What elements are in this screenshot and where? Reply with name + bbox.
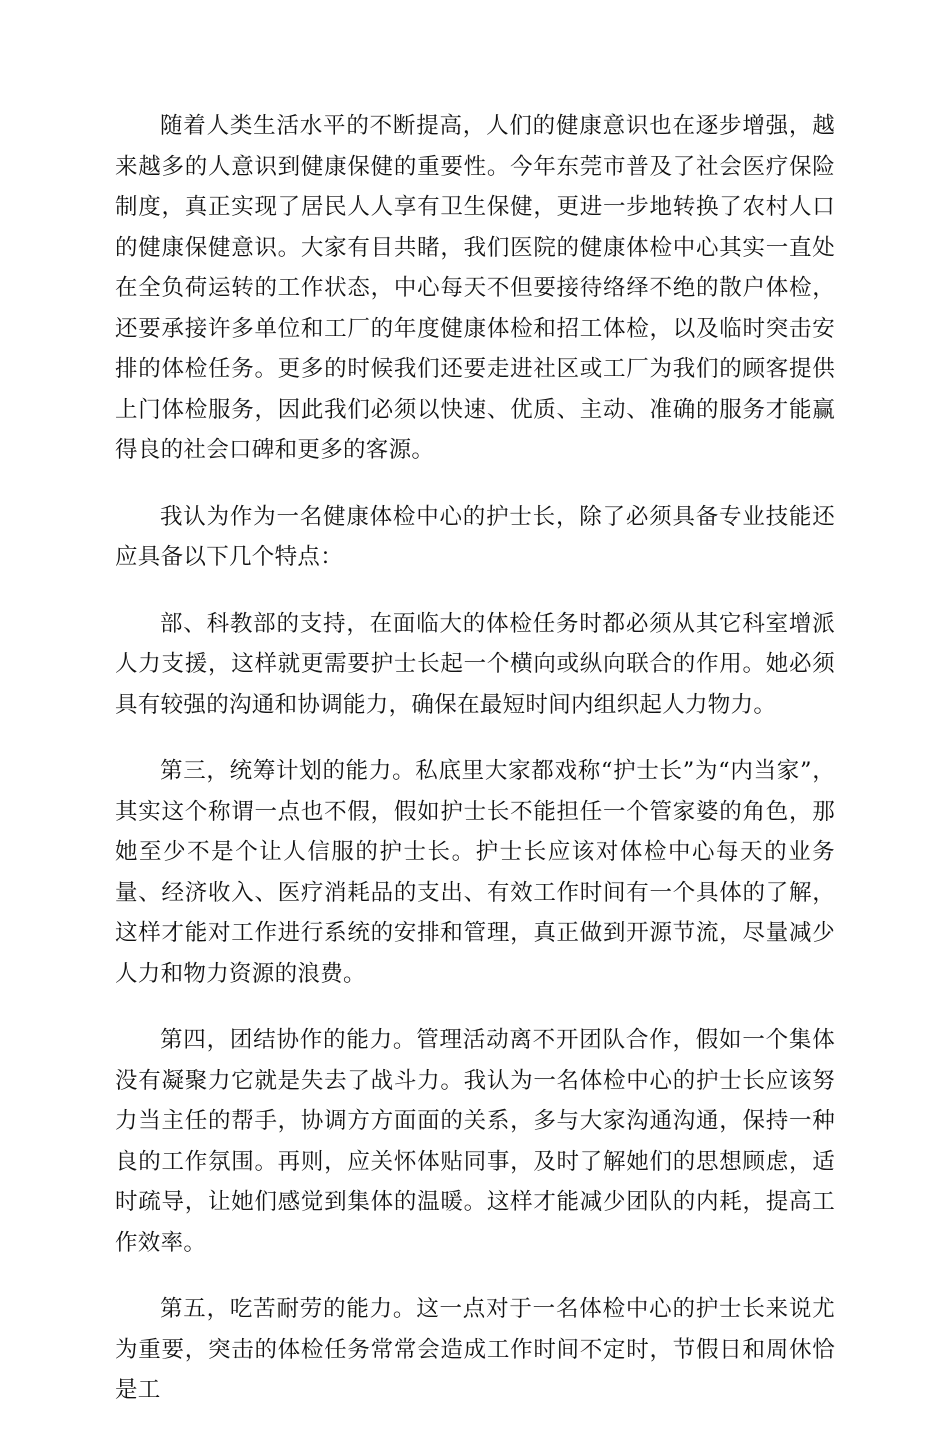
paragraph-third-planning: 第三，统筹计划的能力。私底里大家都戏称“护士长”为“内当家”，其实这个称谓一点也不假，假如护士长不能担任一个管家婆的角色，那她至少不是个让人信服的护士长。护士长应该对体检中心每天的业务量、经济收入、医疗消耗品的支出、有效工作时间有一个具体的了解，这样才能对工作进行系统的安排和管理，真正做到开源节流，尽量减少人力和物力资源的浪费。 [115,758,835,987]
paragraph-coordination: 部、科教部的支持，在面临大的体检任务时都必须从其它科室增派人力支援，这样就更需要护士长起一个横向或纵向联合的作用。她必须具有较强的沟通和协调能力，确保在最短时间内组织起人力物力。 [115,610,835,718]
paragraph-intro: 随着人类生活水平的不断提高，人们的健康意识也在逐步增强，越来越多的人意识到健康保健的重要性。今年东莞市普及了社会医疗保险制度，真正实现了居民人人享有卫生保健，更进一步地转换了农村人口的健康保健意识。大家有目共睹，我们医院的健康体检中心其实一直处在全负荷运转的工作状态，中心每天不但要接待络绎不绝的散户体检，还要承接许多单位和工厂的年度健康体检和招工体检，以及临时突击安排的体检任务。更多的时候我们还要走进社区或工厂为我们的顾客提供上门体检服务，因此我们必须以快速、优质、主动、准确的服务才能赢得良的社会口碑和更多的客源。 [115,113,835,463]
paragraph-qualities-lead: 我认为作为一名健康体检中心的护士长，除了必须具备专业技能还应具备以下几个特点： [115,503,835,570]
paragraph-fourth-teamwork: 第四，团结协作的能力。管理活动离不开团队合作，假如一个集体没有凝聚力它就是失去了战斗力。我认为一名体检中心的护士长应该努力当主任的帮手，协调方方面面的关系，多与大家沟通沟通，保持一种良的工作氛围。再则，应关怀体贴同事，及时了解她们的思想顾虑，适时疏导，让她们感觉到集体的温暖。这样才能减少团队的内耗，提高工作效率。 [115,1027,835,1256]
document-body [115,106,835,1437]
paragraph-fifth-endurance: 第五，吃苦耐劳的能力。这一点对于一名体检中心的护士长来说尤为重要，突击的体检任务常常会造成工作时间不定时，节假日和周休恰是工 [115,1296,835,1403]
